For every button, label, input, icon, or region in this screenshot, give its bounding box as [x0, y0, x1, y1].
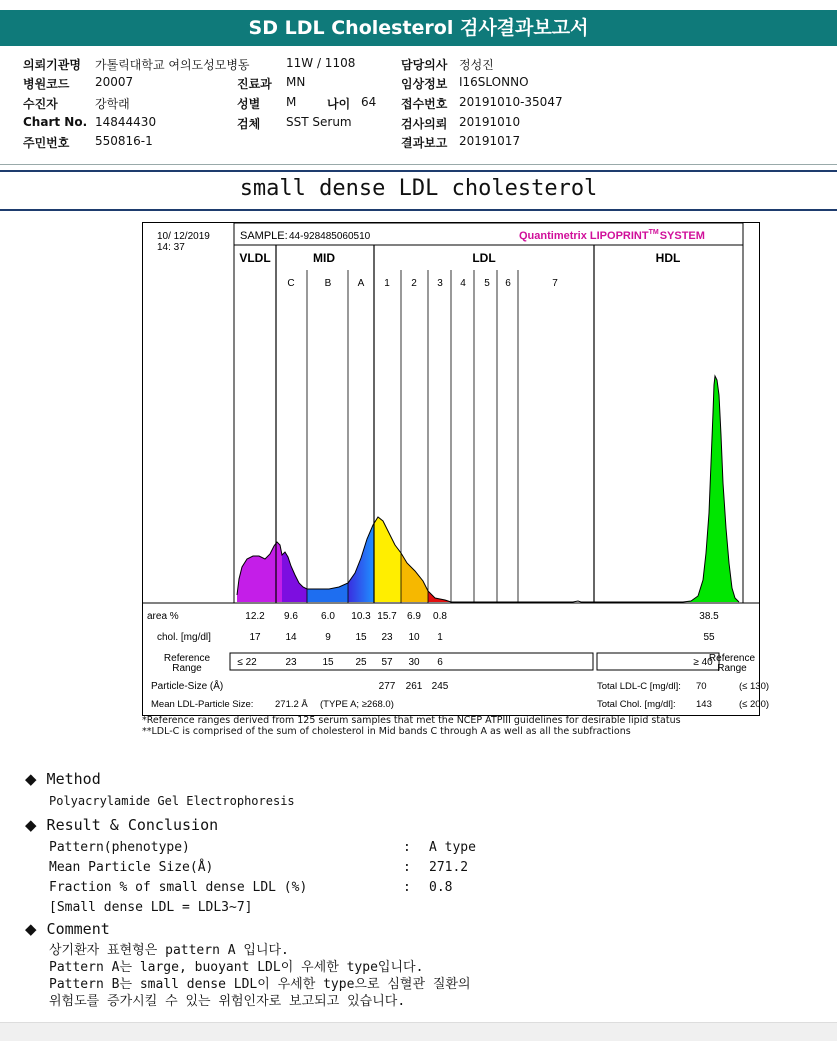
- chol-value: 1: [437, 632, 443, 643]
- particle-value: 261: [405, 681, 423, 692]
- chol-value: 14: [285, 632, 297, 643]
- mean-type: (TYPE A; ≥268.0): [320, 699, 394, 710]
- method-heading: [25, 770, 101, 788]
- patient-value: 14844430: [95, 115, 157, 129]
- patient-value: 20191017: [459, 134, 521, 148]
- result-colon: :: [403, 880, 411, 895]
- result-note: [Small dense LDL = LDL3~7]: [49, 900, 253, 915]
- divider: [0, 209, 837, 211]
- comment-line: Pattern A는 large, buoyant LDL이 우세한 type입니다.: [49, 960, 424, 975]
- patient-label: 접수번호: [401, 97, 448, 111]
- patient-value: 20007: [95, 75, 134, 89]
- ref-value: ≤ 22: [237, 657, 257, 668]
- band-label-b: B: [324, 278, 332, 289]
- ref-label-right: Reference: [708, 653, 756, 664]
- area-value: 9.6: [284, 611, 298, 622]
- patient-label: 병원코드: [23, 77, 70, 91]
- band-label-6: 6: [505, 278, 511, 289]
- area-value: 6.9: [407, 611, 421, 622]
- chol-value: 17: [249, 632, 261, 643]
- mean-value: 271.2 Å: [275, 699, 308, 710]
- comment-line: 위험도를 증가시킬 수 있는 위험인자로 보고되고 있습니다.: [49, 994, 406, 1009]
- patient-label: 결과보고: [401, 136, 448, 150]
- area-value: 0.8: [433, 611, 447, 622]
- ref-label-left: Range: [172, 663, 202, 674]
- chol-label: chol. [mg/dl]: [157, 632, 211, 643]
- total-ldl-value: 70: [696, 681, 707, 692]
- patient-label: 수진자: [23, 97, 58, 111]
- brand-tm: TM: [648, 229, 659, 236]
- result-value: 0.8: [429, 880, 453, 895]
- result-label: Pattern(phenotype): [49, 840, 190, 855]
- area-value: 10.3: [351, 611, 371, 622]
- sample-id: 44-928485060510: [289, 231, 371, 242]
- diamond-icon: ◆: [25, 920, 37, 938]
- patient-value: M: [286, 95, 297, 109]
- ref-label-right: Range: [717, 663, 747, 674]
- result-label: Mean Particle Size(Å): [49, 860, 214, 875]
- patient-value: 20191010: [459, 115, 521, 129]
- ref-value: 57: [381, 657, 393, 668]
- result-heading: [25, 816, 218, 834]
- chart-time: 14: 37: [157, 242, 185, 253]
- area-value: 6.0: [321, 611, 335, 622]
- hdl-fill: [683, 376, 739, 602]
- divider: [0, 164, 837, 165]
- patient-label: Chart No.: [23, 115, 88, 129]
- particle-value: 277: [378, 681, 396, 692]
- ref-value: 15: [322, 657, 334, 668]
- patient-value: MN: [286, 75, 306, 89]
- diamond-icon: ◆: [25, 770, 37, 788]
- total-chol-label: Total Chol. [mg/dl]:: [597, 699, 676, 710]
- group-vldl: VLDL: [239, 251, 271, 265]
- ref-value: 6: [437, 657, 443, 668]
- ref-hdl: ≥ 40: [693, 657, 713, 668]
- bottom-bar: [0, 1022, 837, 1041]
- patient-value: 정성진: [459, 58, 494, 72]
- band-label-5: 5: [484, 278, 490, 289]
- chol-hdl: 55: [703, 632, 715, 643]
- area-value: 15.7: [377, 611, 397, 622]
- patient-label: 의뢰기관명: [23, 58, 81, 72]
- patient-label: 진료과: [237, 77, 272, 91]
- band-label-c: C: [287, 278, 295, 289]
- particle-label: Particle-Size (Å): [151, 681, 224, 692]
- brand-suffix: SYSTEM: [659, 230, 705, 242]
- result-label: Fraction % of small dense LDL (%): [49, 880, 308, 895]
- chol-value: 10: [408, 632, 420, 643]
- particle-value: 245: [431, 681, 449, 692]
- band-label-4: 4: [460, 278, 466, 289]
- result-value: 271.2: [429, 860, 469, 875]
- patient-label: 검사의뢰: [401, 117, 448, 131]
- total-chol-ref: (≤ 200): [739, 699, 770, 710]
- divider: [0, 170, 837, 172]
- ref-value: 25: [355, 657, 367, 668]
- mid-c-fill: [282, 552, 307, 602]
- ref-value: 23: [285, 657, 297, 668]
- group-hdl: HDL: [655, 251, 681, 265]
- method-text: Polyacrylamide Gel Electrophoresis: [49, 794, 295, 808]
- area-label: area %: [147, 611, 179, 622]
- brand-label: [519, 229, 705, 242]
- result-heading-text: Result & Conclusion: [46, 816, 219, 834]
- area-value: 12.2: [245, 611, 265, 622]
- chart-date: 10/ 12/2019: [157, 231, 210, 242]
- age-label: 나이: [327, 97, 351, 111]
- section-title: small dense LDL cholesterol: [239, 176, 598, 201]
- comment-line: 상기환자 표현형은 pattern A 입니다.: [49, 943, 289, 958]
- sample-label: SAMPLE:: [240, 230, 288, 242]
- footnote: *Reference ranges derived from 125 serum samples that met the NCEP ATPIII guidelines for desirable lipid status: [142, 715, 681, 726]
- band-label-a: A: [357, 278, 365, 289]
- comment-line: Pattern B는 small dense LDL이 우세한 type으로 심혈관 질환의: [49, 977, 471, 992]
- patient-info: [0, 50, 837, 165]
- patient-label: 주민번호: [23, 136, 70, 150]
- mean-label: Mean LDL-Particle Size:: [151, 699, 254, 710]
- band-label-1: 1: [384, 278, 390, 289]
- brand-main: Quantimetrix LIPOPRINT: [519, 230, 649, 242]
- group-mid: MID: [313, 251, 335, 265]
- lipoprint-chart: [142, 222, 770, 716]
- result-colon: :: [403, 860, 411, 875]
- total-chol-value: 143: [696, 699, 712, 710]
- density-trace: [237, 376, 739, 602]
- area-hdl: 38.5: [699, 611, 719, 622]
- patient-label: 성별: [237, 97, 261, 111]
- patient-value: 가톨릭대학교 여의도성모병동: [95, 58, 250, 72]
- chol-value: 15: [355, 632, 367, 643]
- comment-heading: [25, 920, 110, 938]
- band-label-3: 3: [437, 278, 443, 289]
- result-value: A type: [429, 840, 476, 855]
- patient-value: 강학래: [95, 97, 130, 111]
- plot-frame: [234, 245, 743, 603]
- result-colon: :: [403, 840, 411, 855]
- footnotes: [142, 715, 681, 737]
- comment-heading-text: Comment: [46, 920, 110, 938]
- lipoprint-svg: [143, 223, 770, 715]
- group-ldl: LDL: [472, 251, 496, 265]
- patient-value: 11W / 1108: [286, 56, 356, 70]
- patient-value: SST Serum: [286, 115, 352, 129]
- patient-label: 임상정보: [401, 77, 448, 91]
- report-title: SD LDL Cholesterol 검사결과보고서: [0, 10, 837, 46]
- ref-label-left: Reference: [163, 653, 211, 664]
- patient-label: 담당의사: [401, 58, 448, 72]
- patient-value: I16SLONNO: [459, 75, 529, 89]
- band-label-7: 7: [552, 278, 558, 289]
- patient-value: 550816-1: [95, 134, 153, 148]
- ref-value: 30: [408, 657, 420, 668]
- diamond-icon: ◆: [25, 816, 37, 834]
- chol-value: 23: [381, 632, 393, 643]
- patient-label: 검체: [237, 117, 261, 131]
- vldl-fill: [237, 542, 282, 602]
- footnote: **LDL-C is comprised of the sum of cholesterol in Mid bands C through A as well as all the subfractions: [142, 726, 631, 737]
- total-ldl-label: Total LDL-C [mg/dl]:: [597, 681, 681, 692]
- mid-a-fill: [348, 523, 374, 602]
- age-value: 64: [361, 95, 377, 109]
- method-heading-text: Method: [46, 770, 101, 788]
- patient-value: 20191010-35047: [459, 95, 563, 109]
- total-ldl-ref: (≤ 130): [739, 681, 770, 692]
- chol-value: 9: [325, 632, 331, 643]
- band-label-2: 2: [411, 278, 417, 289]
